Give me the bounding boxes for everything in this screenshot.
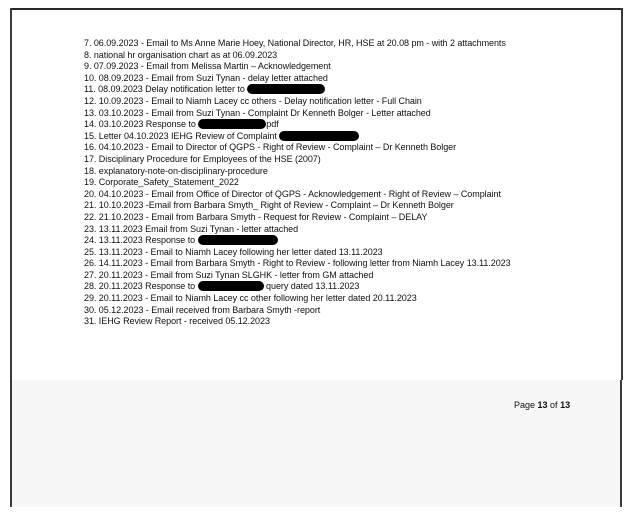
- redaction-block: [247, 84, 325, 94]
- entry-text: 27. 20.11.2023 - Email from Suzi Tynan SLGHK - letter from GM attached: [84, 269, 374, 280]
- entry-text: 21. 10.10.2023 -Email from Barbara Smyth_ Right of Review - Complaint – Dr Kenneth Bolger: [84, 200, 454, 211]
- list-item: [84, 166, 604, 178]
- list-item: [84, 224, 604, 236]
- list-item: [84, 142, 604, 154]
- entry-text: 11. 08.09.2023 Delay notification letter to: [84, 84, 248, 95]
- list-item: [84, 270, 604, 282]
- list-item: [84, 73, 604, 85]
- scan-border-left: [10, 8, 12, 380]
- entry-text: 9. 07.09.2023 - Email from Melissa Martin – Acknowledgement: [84, 61, 331, 72]
- entry-text: 13. 03.10.2023 - Email from Suzi Tynan - Complaint Dr Kenneth Bolger - Letter attached: [84, 107, 431, 118]
- entry-text-after-redaction: query dated 13.11.2023: [263, 281, 360, 292]
- list-item: [84, 316, 604, 328]
- entry-text: 30. 05.12.2023 - Email received from Barbara Smyth -report: [84, 304, 321, 315]
- list-item: [84, 50, 604, 62]
- list-item: [84, 61, 604, 73]
- list-item: [84, 108, 604, 120]
- list-item: [84, 119, 604, 131]
- page-prefix: Page: [514, 400, 538, 410]
- page-total: 13: [560, 400, 571, 410]
- list-item: [84, 258, 604, 270]
- entry-text: 25. 13.11.2023 - Email to Niamh Lacey following her letter dated 13.11.2023: [84, 246, 383, 257]
- list-item: [84, 247, 604, 259]
- entry-text: 18. explanatory-note-on-disciplinary-procedure: [84, 165, 268, 176]
- entry-text: 15. Letter 04.10.2023 IEHG Review of Complaint: [84, 130, 280, 141]
- entry-text: 23. 13.11.2023 Email from Suzi Tynan - letter attached: [84, 223, 299, 234]
- page-current: 13: [537, 400, 548, 410]
- list-item: [84, 189, 604, 201]
- list-item: [84, 281, 604, 293]
- document-entry-list: [84, 38, 604, 328]
- entry-text: 7. 06.09.2023 - Email to Ms Anne Marie Hoey, National Director, HR, HSE at 20.08 pm - with 2 attachments: [84, 38, 506, 48]
- list-item: [84, 305, 604, 317]
- entry-text: 22. 21.10.2023 - Email from Barbara Smyth - Request for Review - Complaint – DELAY: [84, 211, 428, 222]
- page-middle: of: [547, 400, 561, 410]
- page-number: [514, 400, 570, 410]
- list-item: [84, 96, 604, 108]
- scan-border-right: [621, 8, 623, 380]
- list-item: [84, 177, 604, 189]
- list-item: [84, 212, 604, 224]
- list-item: [84, 154, 604, 166]
- entry-text: 26. 14.11.2023 - Email from Barbara Smyth - Right to Review - following letter from Niamh Lacey 13.11.2023: [84, 258, 511, 269]
- entry-text: 28. 20.11.2023 Response to: [84, 281, 198, 292]
- redaction-block: [198, 119, 266, 129]
- list-item: [84, 38, 604, 50]
- list-item: [84, 293, 604, 305]
- list-item: [84, 200, 604, 212]
- entry-text: 8. national hr organisation chart as at 06.09.2023: [84, 49, 278, 60]
- entry-text: 31. IEHG Review Report - received 05.12.2023: [84, 316, 270, 327]
- scan-border-top: [10, 8, 622, 10]
- entry-text: 24. 13.11.2023 Response to: [84, 235, 198, 246]
- entry-text: 16. 04.10.2023 - Email to Director of QGPS - Right of Review - Complaint – Dr Kenneth Bolger: [84, 142, 457, 153]
- entry-text: 17. Disciplinary Procedure for Employees of the HSE (2007): [84, 153, 321, 164]
- redaction-block: [198, 235, 278, 245]
- entry-text: 19. Corporate_Safety_Statement_2022: [84, 177, 239, 188]
- entry-text: 20. 04.10.2023 - Email from Office of Director of QGPS - Acknowledgement - Right of Review – Complaint: [84, 188, 501, 199]
- entry-text: 10. 08.09.2023 - Email from Suzi Tynan - delay letter attached: [84, 72, 328, 83]
- list-item: [84, 235, 604, 247]
- entry-text: 12. 10.09.2023 - Email to Niamh Lacey cc others - Delay notification letter - Full Chain: [84, 95, 422, 106]
- entry-text: 14. 03.10.2023 Response to: [84, 119, 199, 130]
- redaction-block: [279, 131, 359, 141]
- redaction-block: [198, 281, 264, 291]
- list-item: [84, 84, 604, 96]
- entry-text: 29. 20.11.2023 - Email to Niamh Lacey cc other following her letter dated 20.11.2023: [84, 293, 417, 304]
- entry-text-after-redaction: pdf: [266, 119, 279, 130]
- list-item: [84, 131, 604, 143]
